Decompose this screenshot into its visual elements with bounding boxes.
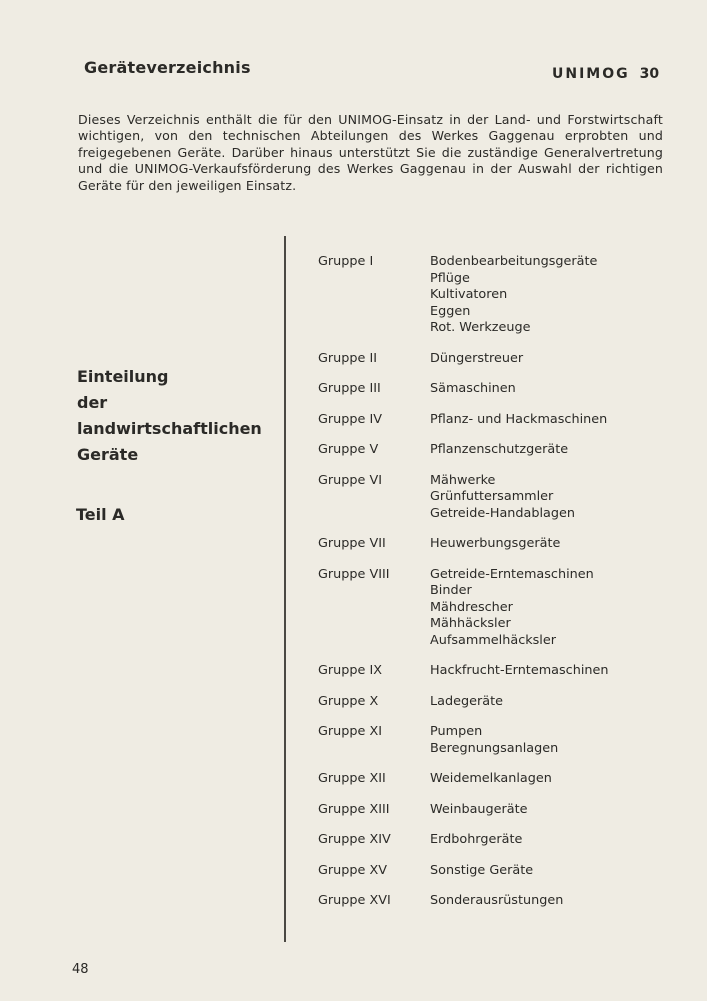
section-title-line: Geräte: [77, 445, 139, 464]
group-item: Weidemelkanlagen: [430, 771, 552, 786]
group-item: Mähhäcksler: [430, 616, 511, 631]
group-item: Hackfrucht-Erntemaschinen: [430, 663, 609, 678]
group-items: [430, 663, 648, 680]
section-title: [77, 364, 282, 468]
group-item: Aufsammelhäcksler: [430, 632, 556, 648]
group-label: Gruppe VII: [318, 536, 386, 551]
group-item: Grünfuttersammler: [430, 489, 554, 504]
group-item: Sämaschinen: [430, 381, 516, 396]
group-row: [318, 802, 648, 819]
group-item: Sonderausrüstungen: [430, 893, 564, 908]
group-items: [430, 351, 648, 368]
group-item: Beregnungsanlagen: [430, 740, 559, 756]
group-item: Ladegeräte: [430, 693, 503, 709]
header-number: 30: [639, 66, 660, 82]
group-row: [318, 412, 648, 429]
group-row: [318, 254, 648, 337]
group-label: Gruppe VI: [318, 472, 383, 488]
group-items: [430, 381, 648, 398]
group-row: [318, 536, 648, 553]
group-item: Mähwerke: [430, 472, 496, 488]
group-row: [318, 771, 648, 788]
group-row: [318, 442, 648, 459]
group-item: Rot. Werkzeuge: [430, 320, 531, 335]
group-row: [318, 694, 648, 711]
group-list: [318, 254, 648, 924]
group-row: [318, 351, 648, 368]
group-items: [430, 254, 648, 337]
group-items: [430, 771, 648, 788]
group-items: [430, 893, 648, 910]
group-items: [430, 694, 648, 711]
group-item: Eggen: [430, 303, 471, 319]
group-item: Erdbohrgeräte: [430, 832, 523, 847]
group-label: Gruppe XIV: [318, 832, 391, 847]
group-row: [318, 473, 648, 523]
page-heading: Geräteverzeichnis: [84, 58, 251, 77]
group-item: Pflanz- und Hackmaschinen: [430, 411, 608, 427]
group-items: [430, 832, 648, 849]
group-label: Gruppe XIII: [318, 801, 390, 817]
group-label: Gruppe V: [318, 442, 379, 457]
group-item: Bodenbearbeitungsgeräte: [430, 254, 598, 269]
group-item: Getreide-Handablagen: [430, 505, 575, 521]
vertical-divider: [284, 236, 286, 942]
page-number: 48: [72, 962, 89, 977]
group-items: [430, 536, 648, 553]
group-items: [430, 802, 648, 819]
group-item: Pflanzenschutzgeräte: [430, 442, 569, 457]
group-item: Weinbaugeräte: [430, 801, 528, 817]
group-item: Pflüge: [430, 270, 470, 286]
group-row: [318, 567, 648, 650]
part-label: Teil A: [76, 505, 125, 524]
group-items: [430, 863, 648, 880]
brand-name: UNIMOG: [552, 66, 630, 82]
group-items: [430, 724, 648, 757]
group-row: [318, 663, 648, 680]
group-row: [318, 893, 648, 910]
brand-header: [552, 66, 659, 82]
group-row: [318, 724, 648, 757]
group-item: Heuwerbungsgeräte: [430, 536, 561, 551]
group-item: Mähdrescher: [430, 599, 513, 615]
group-item: Pumpen: [430, 724, 483, 739]
section-title-line: Einteilung: [77, 367, 169, 386]
group-label: Gruppe II: [318, 350, 378, 366]
group-row: [318, 381, 648, 398]
group-item: Binder: [430, 583, 472, 598]
group-row: [318, 832, 648, 849]
section-title-line: der landwirtschaftlichen: [77, 393, 262, 438]
group-items: [430, 412, 648, 429]
group-items: [430, 442, 648, 459]
group-label: Gruppe VIII: [318, 566, 390, 582]
group-item: Düngerstreuer: [430, 350, 524, 366]
group-label: Gruppe XI: [318, 724, 383, 739]
group-label: Gruppe XV: [318, 862, 387, 878]
group-item: Kultivatoren: [430, 287, 508, 302]
group-label: Gruppe XII: [318, 771, 386, 786]
group-label: Gruppe XVI: [318, 893, 391, 908]
group-label: Gruppe IX: [318, 663, 383, 678]
group-row: [318, 863, 648, 880]
group-label: Gruppe I: [318, 254, 374, 269]
group-item: Sonstige Geräte: [430, 862, 534, 878]
group-item: Getreide-Erntemaschinen: [430, 566, 594, 582]
group-label: Gruppe IV: [318, 411, 383, 427]
group-label: Gruppe III: [318, 381, 381, 396]
intro-paragraph: Dieses Verzeichnis enthält die für den UNIMOG-Einsatz in der Land- und Forstwirtschaft wichtigen, von den technischen Abteilungen des Werkes Gaggenau erprobten und freigegebenen Geräte. Darüber hinaus unterstützt Sie die zuständige Generalvertretung und die UNIMOG-Verkaufsförderung des Werkes Gaggenau in der Auswahl der richtigen Geräte für den jeweiligen Einsatz.: [78, 112, 663, 193]
group-label: Gruppe X: [318, 693, 379, 709]
group-items: [430, 567, 648, 650]
group-items: [430, 473, 648, 523]
